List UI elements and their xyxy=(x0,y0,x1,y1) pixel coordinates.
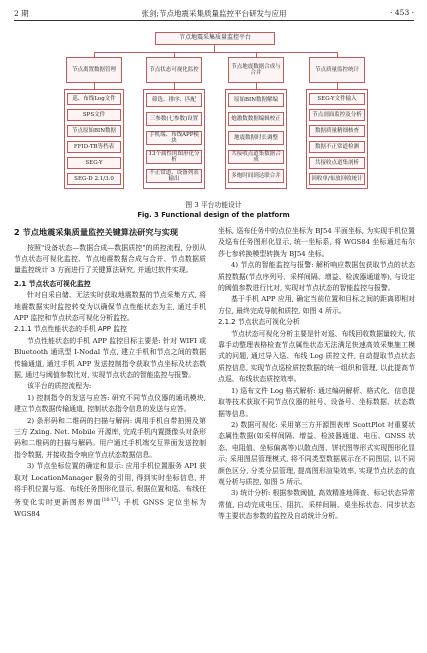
section-heading: 2 节点地震采集质量监控关键算法研究与实现 xyxy=(14,227,179,237)
module-item: 共接收点道集剖析 xyxy=(309,157,365,169)
module-item: 13个属性的图形化分析 xyxy=(146,150,202,164)
module-item: 数据不正常道检测 xyxy=(309,141,365,153)
module-item: SEG-D 2.1/3.0 xyxy=(67,173,121,185)
paragraph: 按照"设备状态—数据合成—数据质控"的质控流程, 分别从节点状态可视化监控、节点地震数据合成与合并、节点数据质量监控统计 3 方面进行了关键算法研究, 并通过软件实现。 xyxy=(14,243,206,275)
journal-issue: 2 期 xyxy=(14,9,29,18)
subsection-heading: 2.1 节点状态可视化监控 xyxy=(14,279,91,288)
module-item: SPS文件 xyxy=(67,109,121,121)
paragraph-text: ; 手机 GNSS 定位坐标为 WGS84 xyxy=(14,498,206,519)
module-item: 节点剖面监控及分析 xyxy=(309,109,365,121)
module-items-2 xyxy=(143,89,205,189)
module-item: 原始BIN数据解编 xyxy=(228,93,284,107)
module-item: 地震数据时长调整 xyxy=(228,131,284,145)
module-items-4 xyxy=(306,89,368,189)
paragraph: 坐标, 巡布任务中的点位坐标为 BJ54 平面坐标, 为实现手机位置及巡布任务图形化显示, 统一坐标系, 将 WGS84 坐标通过布尔莎七参转换模型转换为 BJ54 坐标。 xyxy=(218,227,415,258)
page-header xyxy=(14,6,414,20)
right-column xyxy=(218,226,415,523)
module-item: 节点原始BIN数据 xyxy=(67,125,121,137)
module-items-1 xyxy=(64,89,124,189)
functional-design-diagram xyxy=(60,32,370,192)
module-item: 筛选、排序、匹配 xyxy=(146,93,202,107)
figure-caption-en: Fig. 3 Functional design of the platform xyxy=(137,211,290,219)
running-title: 张剑;节点地震采集质量监控平台研发与应用 xyxy=(141,9,287,18)
citation: [16-17] xyxy=(101,498,119,504)
module-title: 节点状态可视化监控 xyxy=(146,57,202,83)
figure-caption-cn: 图 3 平台功能设计 xyxy=(185,201,242,209)
paragraph: 1) 巡布文件 Log 格式解析: 通过编码解析、格式化、信息提取等技术获取不同节点仪器的桩号、设备号、坐标数据、状态数据等信息。 xyxy=(218,386,415,418)
module-item: 炮激数数据编辑校正 xyxy=(228,112,284,126)
paragraph: 基于手机 APP 应用, 确定当前位置和目标之间的距离即相对方位, 最终完成导航和质控, 如图 4 所示。 xyxy=(218,295,415,315)
paragraph: 该平台的质控流程为: xyxy=(27,382,92,391)
paragraph-text: 3) 节点坐标位置的确定和显示: 应用手机位置服务 API 获取对 LocationManager 服务的引用, 得到实时坐标信息, 并将手机位置与巡、布线任务图形化显示, 根据位置和巡、布线任务变化实时更新图形界面 xyxy=(14,462,206,507)
module-item: 回收单/布放回收统计 xyxy=(309,173,365,185)
module-item: 巡、布线Log文件 xyxy=(67,93,121,105)
paragraph: 针对自采自储、无法实时获取地震数据的节点采集方式, 将地震数据实时监控转变为以确保节点性能状态为主, 通过手机 APP 监控和节点状态可视化分析监控。 xyxy=(14,291,206,322)
module-items-3 xyxy=(225,89,287,189)
module-item: 多炮时间到达联合并 xyxy=(228,169,284,183)
paragraph xyxy=(14,461,206,520)
module-item: SEG-Y xyxy=(67,157,121,169)
paragraph: 3) 统计分析: 根据参数阈值, 高效精准地筛查、标记状态异常常值, 自动完成电压、阻抗、采样间隔、桌坐标状态、同步状态等主要状态参数的监控及自动统计分析。 xyxy=(218,489,415,521)
module-item: 数据质量精细核查 xyxy=(309,125,365,137)
module-item: SEG-Y文件输入 xyxy=(309,93,365,105)
subsubsection-heading: 2.1.1 节点性能状态的手机 APP 监控 xyxy=(14,325,127,334)
paragraph: 1) 控制指令的发送与应答: 研究不同节点仪器的通讯模块, 建立节点数据传输通道, 控制状态指令信息的发送与应答。 xyxy=(14,393,206,414)
connector xyxy=(214,45,215,52)
header-rule xyxy=(14,20,414,21)
diagram-root: 节点地震采集质量监控平台 xyxy=(155,32,275,45)
module-item: FFID-TB等档表 xyxy=(67,141,121,153)
module-item: 共接收点道集数据合成 xyxy=(228,150,284,164)
page-number: · 453 · xyxy=(390,8,414,17)
module-title: 节点地震数据合成与合并 xyxy=(228,57,284,83)
module-item: 不正常道、设备列表输出 xyxy=(146,169,202,183)
subsubsection-heading: 2.1.2 节点状态可视化分析 xyxy=(218,318,300,327)
left-column xyxy=(14,226,206,521)
paragraph: 2) 条形码和二维码的扫描与解码: 调用手机自带拍照及第三方 Zxing. Net. Mobile 开源库, 完成手机内置摄像头对条形码和二维码的扫描与解码。用户通过手机端交互界面发送控制指令数据, 并接收指令响应节点状态数据信息。 xyxy=(14,416,206,459)
connector xyxy=(94,52,338,53)
paragraph: 节点状态可视化分析主要是针对巡、布线回收数据量较大, 依靠手动整理表格检查节点属性状态无法满足快速高效采集施工模式的问题, 通过导入巡、布线 Log 质控文件, 自动提取节点状态质控信息, 实现节点巡检质控数据的统一组织和管理, 以此提高节点巡、布线状态质控效率。 xyxy=(218,329,415,384)
module-title: 节点离置数据管理 xyxy=(66,57,122,83)
module-item: 手机端、布线APP模块 xyxy=(146,131,202,145)
paragraph: 4) 节点的智能监控与报警: 解析响应数据包获取节点的状态质控数据(节点序列号、采样间隔、增益、检波器通道等), 与设定的阈值参数进行比对, 实现对节点状态的智能监控与报警。 xyxy=(218,261,415,293)
paragraph: 节点性能状态的手机 APP 监控目标主要是: 针对 WIFI 或 Bluetooth 通讯型 I-Nodal 节点, 建立手机和节点之间的数据传输通道, 通过手机 APP 发送控制指令获取节点坐标及状态数据, 通过与阈值参数比对, 实现节点状态的智能监控与报警。 xyxy=(14,336,206,379)
module-item: 三参数(七参数)设置 xyxy=(146,112,202,126)
paragraph: 2) 数据可视化: 采用第三方开源图表库 ScottPlot 对重要状态属性数据(如采样间隔、增益、检波器通道、电压、GNSS 状态、电阻值、坐标偏离等)以散点图、饼状图等形式实现图形化显示; 采用图层管理模式, 将不同类型数据展示在不同图层, 以不同颜色区分, 分类分层管理, 提高图形渲染效率, 实现节点状态的直观分析与质控, 如图 5 所示。 xyxy=(218,420,415,486)
module-title: 节点质量监控统计 xyxy=(309,57,365,83)
